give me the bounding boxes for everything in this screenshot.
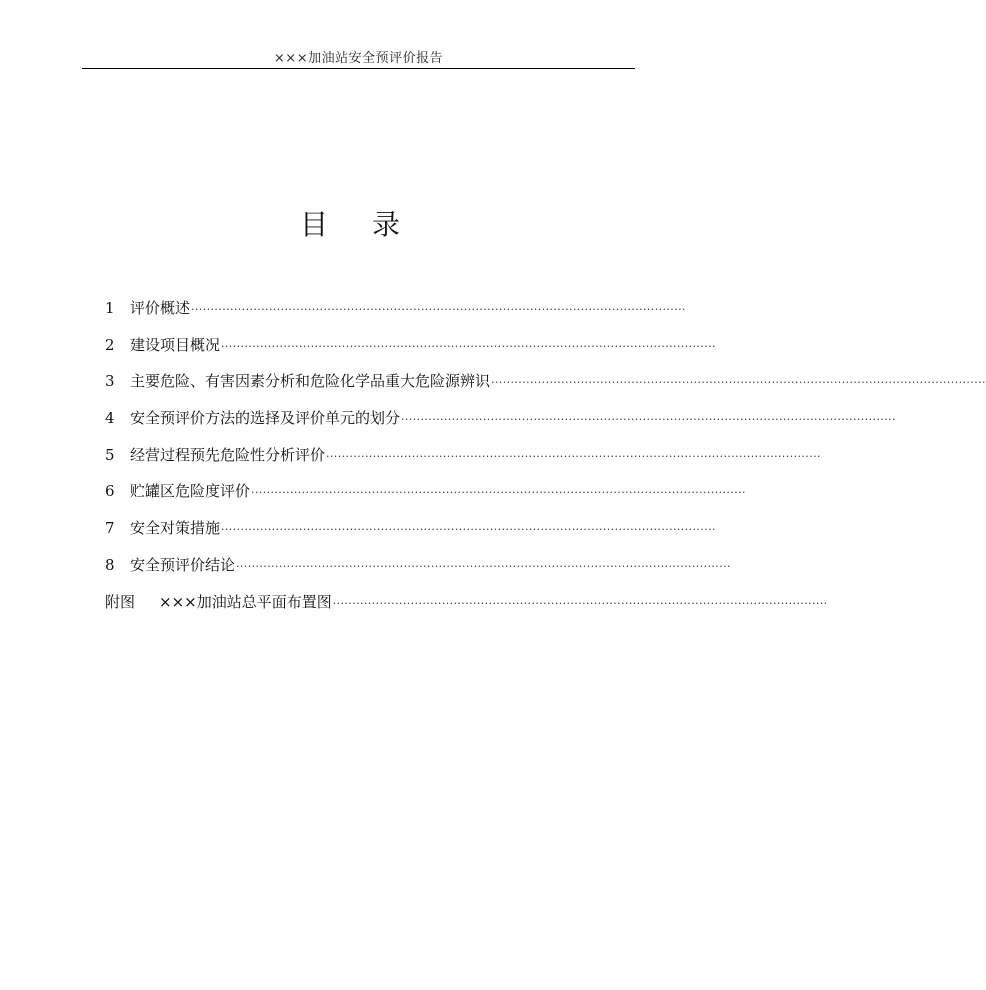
toc-title-char-1: 目 — [299, 208, 328, 241]
toc-leader-dots: ······························································································································· — [191, 303, 686, 316]
toc-entry-title: 建设项目概况 — [130, 335, 221, 354]
toc-entry-number: 5 — [105, 445, 115, 464]
toc-entry-number: 8 — [105, 555, 115, 574]
toc-leader-dots: ······························································································································· — [491, 376, 986, 390]
toc-appendix-label: 附图 — [105, 592, 136, 611]
toc-leader-dots: ······························································································································· — [326, 449, 821, 463]
toc-entry-number: 2 — [105, 335, 115, 354]
toc-appendix-title: ×××加油站总平面布置图 — [159, 592, 332, 611]
toc-entry-3[interactable] — [105, 370, 986, 407]
toc-entry-title: 贮罐区危险度评价 — [130, 482, 251, 501]
toc-entry-7[interactable] — [105, 517, 716, 554]
toc-leader-dots: ······························································································································· — [332, 596, 828, 610]
toc-title-char-2: 录 — [372, 208, 401, 241]
toc-entry-6[interactable] — [105, 480, 746, 517]
toc-entry-title: 经营过程预先危险性分析评价 — [130, 445, 326, 464]
toc-entry-5[interactable] — [105, 444, 821, 481]
running-header: ×××加油站安全预评价报告 — [273, 51, 444, 66]
toc-entry-appendix[interactable] — [105, 591, 828, 628]
toc-entry-title: 主要危险、有害因素分析和危险化学品重大危险源辨识 — [130, 372, 491, 391]
toc-entry-title: 安全预评价方法的选择及评价单元的划分 — [130, 409, 401, 428]
toc-entry-title: 评价概述 — [130, 299, 191, 317]
toc-entry-title: 安全预评价结论 — [130, 555, 236, 574]
toc-entry-number: 7 — [105, 519, 115, 538]
toc-entry-number: 4 — [105, 409, 115, 428]
toc-entry-8[interactable] — [105, 554, 731, 591]
toc-leader-dots: ······························································································································· — [401, 413, 896, 427]
header-rule — [82, 68, 635, 69]
toc-entry-title: 安全对策措施 — [130, 519, 221, 538]
toc-leader-dots: ······························································································································· — [221, 339, 716, 353]
toc-entry-1[interactable] — [105, 297, 686, 334]
toc-leader-dots: ······························································································································· — [221, 523, 716, 537]
toc-leader-dots: ······························································································································· — [251, 486, 746, 500]
toc-title — [0, 203, 700, 243]
toc-entry-number: 1 — [105, 299, 115, 317]
toc-leader-dots: ······························································································································· — [236, 559, 731, 573]
table-of-contents — [105, 297, 986, 627]
toc-entry-4[interactable] — [105, 407, 896, 444]
toc-entry-2[interactable] — [105, 334, 716, 371]
toc-entry-number: 6 — [105, 482, 115, 501]
toc-entry-number: 3 — [105, 372, 115, 391]
